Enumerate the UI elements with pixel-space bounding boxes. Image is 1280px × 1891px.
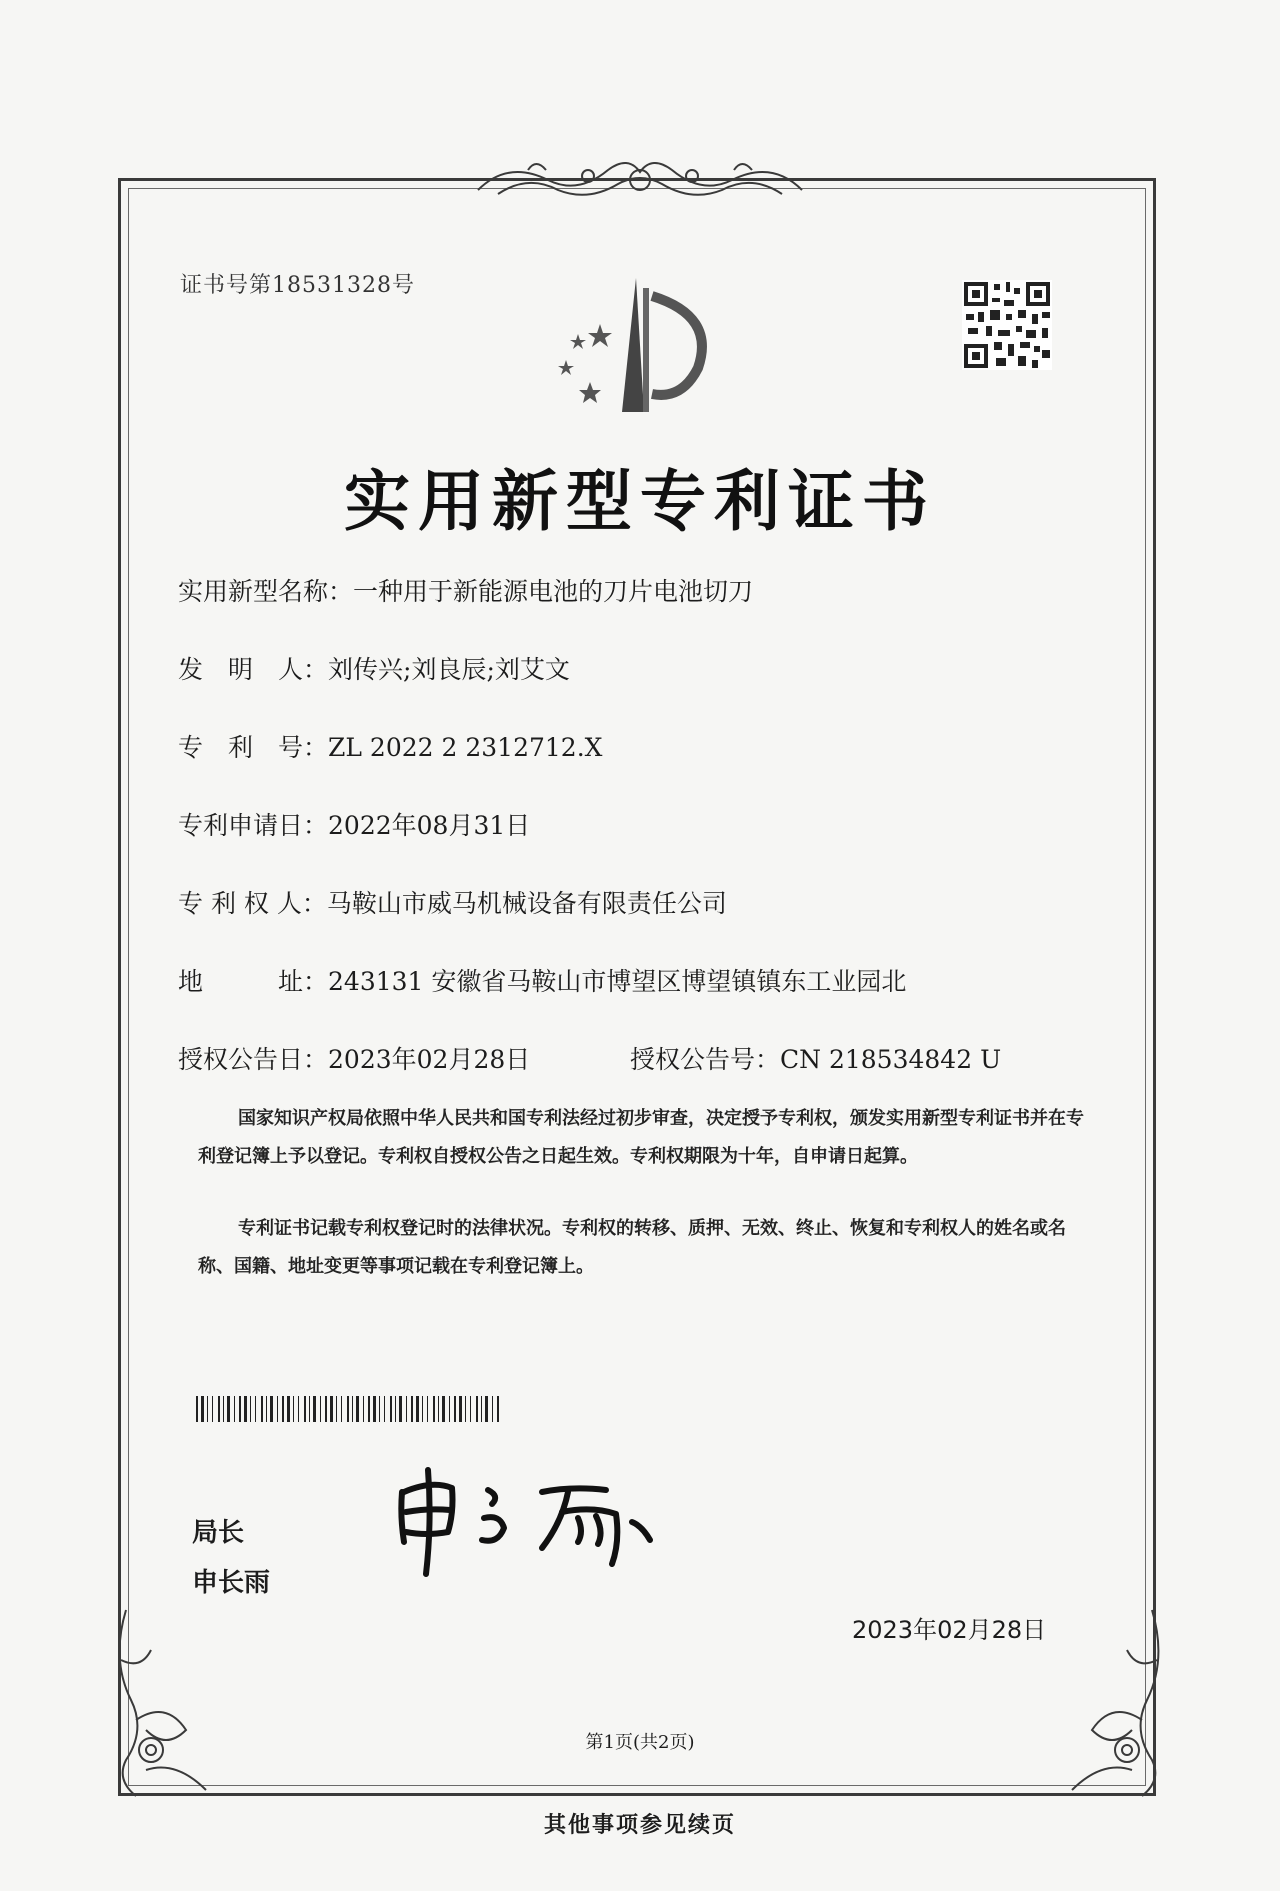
legal-paragraph-2: 专利证书记载专利权登记时的法律状况。专利权的转移、质押、无效、终止、恢复和专利权人的姓名或名称、国籍、地址变更等事项记载在专利登记簿上。 (198, 1218, 1066, 1277)
legal-paragraph-1: 国家知识产权局依照中华人民共和国专利法经过初步审查，决定授予专利权，颁发实用新型专利证书并在专利登记簿上予以登记。专利权自授权公告之日起生效。专利权期限为十年，自申请日起算。 (198, 1108, 1084, 1167)
qr-code-icon (962, 280, 1052, 370)
bottom-left-ornament-icon (106, 1600, 216, 1810)
field-label: 专 利 号： (178, 733, 329, 762)
barcode-bar (282, 1396, 284, 1422)
field-value: 243131 安徽省马鞍山市博望区博望镇镇东工业园北 (328, 967, 907, 996)
barcode-bar (356, 1396, 359, 1422)
barcode-bar (227, 1396, 230, 1422)
field-value: 一种用于新能源电池的刀片电池切刀 (353, 577, 754, 606)
issue-date: 2023年02月28日 (852, 1616, 1047, 1644)
barcode-bar (416, 1396, 419, 1422)
field-utility-model-name (178, 572, 753, 608)
barcode-bar (330, 1396, 333, 1422)
page-number: 第1页(共2页) (585, 1732, 695, 1753)
barcode-bar (218, 1396, 220, 1422)
certificate-number: 证书号第18531328号 (180, 273, 415, 298)
barcode-bar (293, 1396, 294, 1422)
barcode-bar (449, 1396, 450, 1422)
field-value: ZL 2022 2 2312712.X (328, 733, 603, 762)
barcode-bar (476, 1396, 478, 1422)
barcode-bar (373, 1396, 376, 1422)
director-title: 局长 (192, 1518, 245, 1548)
field-label: 地 址： (178, 967, 329, 996)
top-ornament-icon (468, 150, 812, 210)
barcode-bar (481, 1396, 482, 1422)
barcode-bar (384, 1396, 385, 1422)
barcode-bar (411, 1396, 413, 1422)
field-value: 刘传兴;刘良辰;刘艾文 (328, 655, 570, 684)
barcode-bar (239, 1396, 241, 1422)
barcode-bar (390, 1396, 392, 1422)
barcode-bar (212, 1396, 213, 1422)
barcode-bar (304, 1396, 306, 1422)
field-label: 授权公告日： (178, 1045, 329, 1074)
barcode-bar (347, 1396, 349, 1422)
barcode-bar (492, 1396, 493, 1422)
barcode-bar (287, 1396, 290, 1422)
barcode-bar (298, 1396, 299, 1422)
barcode-bar (465, 1396, 466, 1422)
barcode-bar (270, 1396, 273, 1422)
barcode-bar (320, 1396, 321, 1422)
barcode-bar (363, 1396, 364, 1422)
barcode-bar (454, 1396, 456, 1422)
barcode-bar (255, 1396, 256, 1422)
field-inventor (178, 650, 570, 686)
barcode-bar (261, 1396, 263, 1422)
field-grant-number (630, 1040, 1001, 1076)
patent-office-emblem-icon (548, 272, 728, 422)
barcode-bar (497, 1396, 499, 1422)
field-label: 授权公告号： (630, 1045, 781, 1074)
field-value: CN 218534842 U (780, 1045, 1002, 1074)
barcode-bar (244, 1396, 247, 1422)
barcode-bar (399, 1396, 402, 1422)
director-name: 申长雨 (192, 1568, 271, 1598)
field-patent-number (178, 728, 602, 764)
barcode-bar (266, 1396, 267, 1422)
barcode-bar (368, 1396, 370, 1422)
barcode-bar (352, 1396, 353, 1422)
field-label: 实用新型名称： (178, 577, 354, 606)
barcode-bar (201, 1396, 204, 1422)
field-patentee (178, 884, 727, 920)
director-signature (392, 1462, 662, 1582)
barcode-bar (485, 1396, 488, 1422)
barcode-bar (309, 1396, 310, 1422)
field-value: 2023年02月28日 (328, 1045, 531, 1074)
field-filing-date (178, 806, 530, 842)
barcode-bar (470, 1396, 471, 1422)
field-value: 2022年08月31日 (328, 811, 531, 840)
certificate-title: 实用新型专利证书 (344, 462, 936, 540)
barcode-bar (313, 1396, 316, 1422)
barcode-bar (395, 1396, 396, 1422)
barcode-bar (427, 1396, 428, 1422)
barcode-bar (223, 1396, 224, 1422)
field-label: 专利申请日： (178, 811, 329, 840)
barcode-bar (433, 1396, 435, 1422)
barcode-bar (207, 1396, 208, 1422)
footer-note: 其他事项参见续页 (543, 1812, 736, 1838)
field-address (178, 962, 906, 998)
field-label: 专 利 权 人： (178, 889, 327, 918)
barcode-bar (438, 1396, 439, 1422)
barcode-bar (406, 1396, 407, 1422)
barcode-bar (459, 1396, 462, 1422)
field-label: 发 明 人： (178, 655, 329, 684)
barcode-bar (234, 1396, 235, 1422)
barcode-bar (250, 1396, 251, 1422)
barcode-bar (325, 1396, 327, 1422)
barcode-bar (336, 1396, 337, 1422)
barcode-bar (196, 1396, 198, 1422)
barcode-icon (196, 1396, 506, 1422)
field-grant-date (178, 1040, 530, 1076)
bottom-right-ornament-icon (1062, 1600, 1172, 1810)
barcode-bar (277, 1396, 278, 1422)
barcode-bar (442, 1396, 445, 1422)
field-value: 马鞍山市威马机械设备有限责任公司 (326, 889, 727, 918)
barcode-bar (379, 1396, 380, 1422)
barcode-bar (422, 1396, 423, 1422)
barcode-bar (341, 1396, 342, 1422)
